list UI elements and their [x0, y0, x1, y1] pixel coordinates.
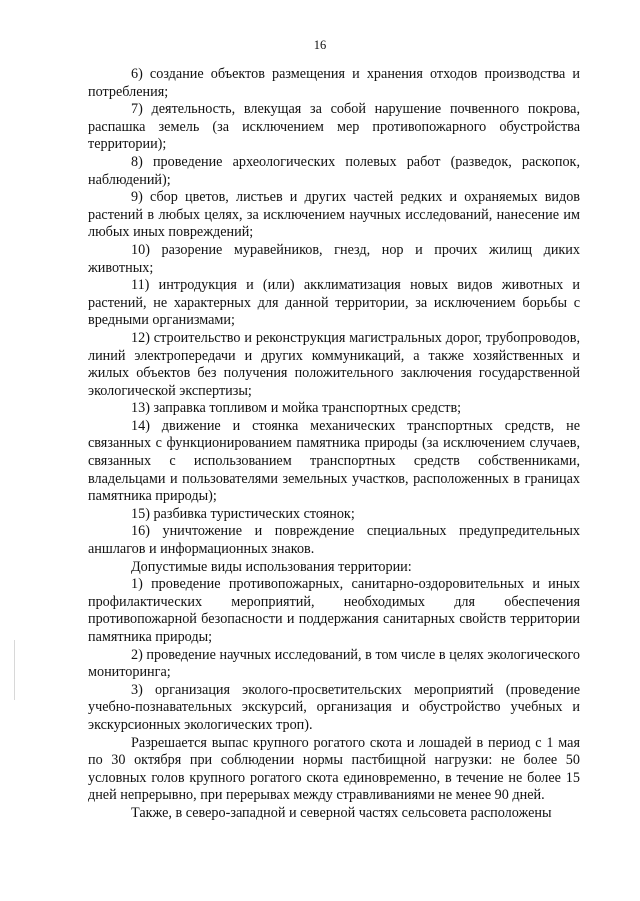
- paragraph-item-10: 10) разорение муравейников, гнезд, нор и прочих жилищ диких животных;: [88, 241, 580, 276]
- allowed-uses-heading: Допустимые виды использования территории:: [131, 558, 412, 575]
- allowed-use-item-3: 3) организация эколого-просветительских мероприятий (проведение учебно-познавательных экскурсий, организация и обустройство учебных и экскурсионных экологических троп).: [88, 681, 580, 733]
- allowed-use-item-1: 1) проведение противопожарных, санитарно-оздоровительных и иных профилактических мероприятий, необходимых для обеспечения противопожарной безопасности и поддержания санитарных свойств территории памятника природы;: [88, 576, 580, 645]
- page-number: 16: [313, 38, 327, 52]
- paragraph-item-6: 6) создание объектов размещения и хранения отходов производства и потребления;: [88, 66, 580, 100]
- paragraph-item-8: 8) проведение археологических полевых работ (разведок, раскопок, наблюдений);: [88, 153, 580, 188]
- paragraph-item-16: 16) уничтожение и повреждение специальных предупредительных аншлагов и информационных знаков.: [88, 523, 580, 558]
- paragraph-item-14: 14) движение и стоянка механических транспортных средств, не связанных с функционированием памятника природы (за исключением случаев, связанных с использованием транспортных средств собственниками, владельцами и пользователями земельных участков, расположенных в границах памятника природы);: [88, 417, 580, 505]
- paragraph-item-11: 11) интродукция и (или) акклиматизация новых видов животных и растений, не характерных для данной территории, за исключением борьбы с вредными организмами;: [88, 277, 580, 329]
- scan-edge-mark: [14, 640, 15, 700]
- continuation-paragraph: Также, в северо-западной и северной частях сельсовета расположены: [131, 804, 552, 821]
- paragraph-item-13: 13) заправка топливом и мойка транспортных средств;: [131, 400, 462, 417]
- paragraph-item-7: 7) деятельность, влекущая за собой нарушение почвенного покрова, распашка земель (за исключением мер противопожарного обустройства территории);: [88, 101, 580, 153]
- allowed-use-item-2: 2) проведение научных исследований, в том числе в целях экологического мониторинга;: [88, 646, 580, 681]
- grazing-paragraph: Разрешается выпас крупного рогатого скота и лошадей в период с 1 мая по 30 октября при соблюдении нормы пастбищной нагрузки: не более 50 условных голов крупного рогатого скота единовременно, в течение не более 15 дней непрерывно, при перерывах между стравливаниями не менее 90 дней.: [88, 734, 580, 804]
- paragraph-item-15: 15) разбивка туристических стоянок;: [131, 505, 355, 522]
- document-body: [88, 66, 580, 823]
- paragraph-item-12: 12) строительство и реконструкция магистральных дорог, трубопроводов, линий электропередачи и других коммуникаций, а также хозяйственных и жилых объектов без получения положительного заключения государственной экологической экспертизы;: [88, 329, 580, 399]
- paragraph-item-9: 9) сбор цветов, листьев и других частей редких и охраняемых видов растений в любых целях, за исключением научных исследований, нанесение им любых иных повреждений;: [88, 189, 580, 241]
